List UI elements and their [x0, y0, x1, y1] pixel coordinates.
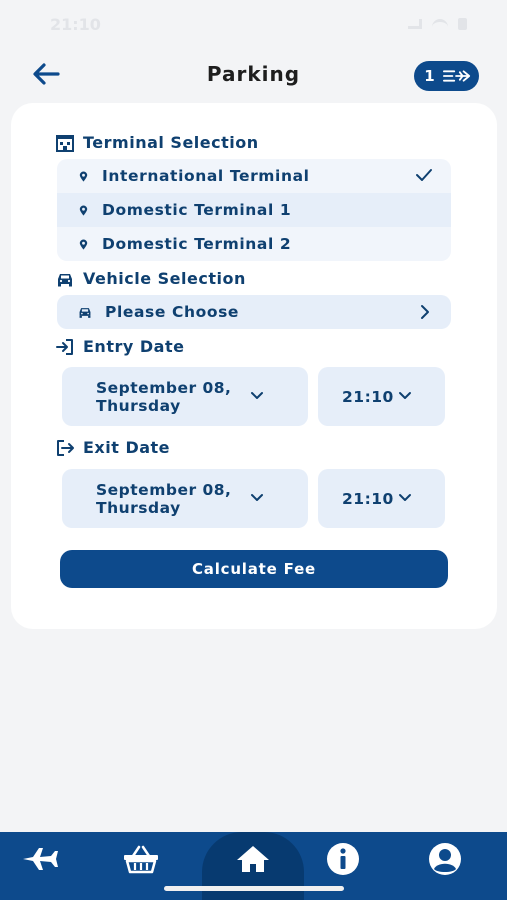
entry-date-value [96, 379, 231, 415]
vehicle-selection-text: Vehicle Selection [83, 269, 246, 288]
battery-icon [458, 18, 467, 30]
vehicle-select-field[interactable] [57, 295, 451, 329]
entry-date-label [55, 337, 184, 356]
terminal-option-label: International Terminal [102, 167, 310, 185]
location-pin-icon [79, 239, 88, 250]
departures-list-icon [443, 68, 471, 84]
entry-date-line2: Thursday [96, 396, 181, 415]
flight-badge-button[interactable] [414, 61, 479, 91]
car-icon [77, 305, 93, 319]
entry-date-text: Entry Date [83, 337, 185, 356]
status-time: 21:10 [50, 14, 101, 34]
chevron-down-icon [398, 493, 412, 503]
exit-icon [55, 439, 75, 457]
parking-form-card [11, 103, 497, 629]
building-icon [55, 134, 75, 152]
terminal-option-label: Domestic Terminal 2 [102, 235, 292, 253]
terminal-selection-text: Terminal Selection [83, 133, 259, 152]
entry-date-line1: September 08, [96, 378, 232, 397]
exit-date-line2: Thursday [96, 498, 181, 517]
exit-date-label [55, 438, 170, 457]
vehicle-select-placeholder: Please Choose [105, 303, 240, 321]
location-pin-icon [79, 205, 88, 216]
exit-time-value: 21:10 [342, 489, 394, 508]
entry-time-value: 21:10 [342, 387, 394, 406]
exit-date-line1: September 08, [96, 480, 232, 499]
chevron-down-icon [398, 391, 412, 401]
terminal-option-domestic-2[interactable] [57, 227, 451, 261]
chevron-down-icon [250, 391, 264, 401]
nav-flights[interactable] [18, 842, 62, 876]
terminal-option-international[interactable] [57, 159, 451, 193]
terminal-list [57, 159, 451, 261]
nav-home[interactable] [231, 842, 275, 876]
home-icon [235, 844, 271, 874]
nav-info[interactable] [321, 842, 365, 876]
entry-time-select[interactable] [318, 367, 445, 426]
profile-icon [428, 842, 462, 876]
flight-count: 1 [424, 67, 435, 85]
vehicle-selection-label [55, 269, 246, 288]
signal-icon [408, 19, 422, 29]
calculate-fee-button[interactable]: Calculate Fee [60, 550, 448, 588]
status-icons [408, 18, 467, 30]
location-pin-icon [79, 171, 88, 182]
airplane-icon [21, 846, 59, 872]
terminal-selection-label [55, 133, 259, 152]
nav-basket[interactable] [119, 842, 163, 876]
terminal-option-label: Domestic Terminal 1 [102, 201, 292, 219]
car-icon [55, 270, 75, 288]
nav-profile[interactable] [423, 842, 467, 876]
basket-icon [122, 844, 160, 874]
exit-time-select[interactable] [318, 469, 445, 528]
page-title: Parking [206, 62, 301, 86]
info-icon [326, 842, 360, 876]
exit-date-text: Exit Date [83, 438, 171, 457]
exit-date-select[interactable] [62, 469, 308, 528]
header [0, 52, 507, 98]
status-bar [0, 0, 507, 48]
chevron-down-icon [250, 493, 264, 503]
checkmark-icon [415, 167, 433, 183]
entry-date-select[interactable] [62, 367, 308, 426]
terminal-option-domestic-1[interactable] [57, 193, 451, 227]
exit-date-value [96, 481, 231, 517]
chevron-right-icon [419, 304, 431, 320]
home-indicator [164, 886, 344, 891]
entry-icon [55, 338, 75, 356]
wifi-icon [432, 19, 448, 29]
